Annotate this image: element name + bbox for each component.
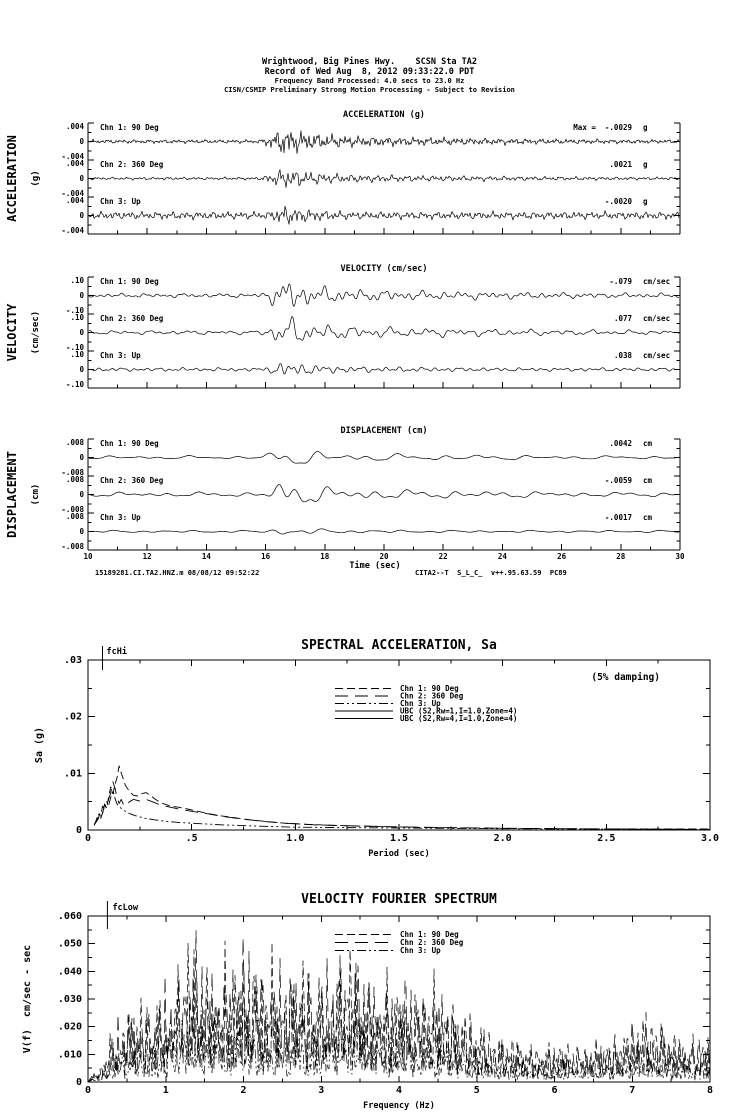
time-axis-displacement (88, 544, 680, 550)
sa-ytick-label: .02 (63, 711, 82, 723)
fourier-frame (88, 916, 710, 1082)
ytick-zero: 0 (79, 328, 84, 337)
fourier-xtick-label: 8 (706, 1085, 714, 1096)
sa-damping-note: (5% damping) (591, 672, 660, 683)
channel-label: Chn 2: 360 Deg (100, 314, 164, 323)
peak-unit: cm (643, 513, 653, 522)
ytick-zero: 0 (79, 211, 84, 220)
y-axis-left-displacement-ch2 (88, 476, 94, 513)
channel-label: Chn 3: Up (100, 351, 141, 360)
trace-acceleration-ch1 (89, 131, 679, 154)
footer-record-id: 15189281.CI.TA2.HNZ.m 08/08/12 09:52:22 (95, 569, 260, 577)
sa-ticks (88, 660, 710, 830)
channel-label: Chn 2: 360 Deg (100, 476, 164, 485)
channel-label: Chn 3: Up (100, 513, 141, 522)
header-disclaimer-line: CISN/CSMIP Preliminary Strong Motion Processing - Subject to Revision (224, 85, 515, 94)
fourier-yaxis-title: V(f) cm/sec - sec (22, 944, 33, 1054)
time-tick-label: 18 (320, 552, 330, 561)
y-axis-left-velocity-ch1 (88, 277, 94, 314)
peak-value: .0021 (609, 160, 632, 169)
trace-velocity-ch3 (89, 364, 679, 374)
peak-value: .077 (613, 314, 632, 323)
sa-legend-label: Chn 3: Up (400, 699, 441, 708)
time-tick-label: 10 (83, 552, 93, 561)
fourier-ytick-label: .040 (57, 966, 82, 978)
ytick-zero: 0 (79, 174, 84, 183)
ytick-top: .10 (70, 313, 84, 322)
peak-unit: g (643, 197, 648, 206)
peak-value: -.0020 (604, 197, 632, 206)
sa-xtick-label: .5 (185, 833, 198, 844)
fourier-xtick-label: 6 (551, 1085, 558, 1096)
fourier-title: VELOCITY FOURIER SPECTRUM (301, 892, 497, 907)
fourier-fclow-label: fcLow (112, 903, 139, 913)
sa-curve-ch2 (94, 782, 710, 830)
time-axis-acceleration (88, 228, 680, 234)
trace-acceleration-ch3 (89, 206, 679, 224)
ytick-bottom: -.008 (61, 505, 84, 514)
sa-ytick-label: 0 (75, 825, 82, 836)
fourier-ytick-label: .020 (57, 1021, 82, 1033)
fourier-curve-ch2 (88, 931, 710, 1082)
peak-unit: cm/sec (643, 277, 671, 286)
sa-xtick-label: 0 (84, 833, 92, 844)
ytick-bottom: -.004 (61, 226, 84, 235)
ytick-zero: 0 (79, 291, 84, 300)
time-tick-label: 14 (201, 552, 211, 561)
time-tick-label: 26 (557, 552, 567, 561)
trace-displacement-ch3 (89, 529, 679, 534)
ytick-top: .004 (65, 196, 84, 205)
ytick-top: .004 (65, 159, 84, 168)
ytick-zero: 0 (79, 365, 84, 374)
fourier-ytick-label: .030 (57, 994, 82, 1005)
header-band-line: Frequency Band Processed: 4.0 secs to 23.0 Hz (274, 77, 465, 85)
sa-frame (88, 660, 710, 830)
sa-fchi-label: fcHi (106, 647, 127, 657)
peak-unit: cm/sec (643, 351, 671, 360)
peak-unit: g (643, 123, 648, 132)
ytick-zero: 0 (79, 527, 84, 536)
sa-legend-label: Chn 2: 360 Deg (400, 691, 464, 701)
trace-displacement-ch2 (89, 485, 679, 502)
time-tick-label: 16 (261, 552, 271, 561)
y-axis-right-acceleration-ch2 (674, 160, 680, 197)
sa-ytick-label: .01 (63, 768, 82, 780)
trace-velocity-ch1 (89, 284, 679, 307)
ytick-zero: 0 (79, 490, 84, 499)
sa-xtick-label: 2.5 (597, 833, 616, 844)
ytick-top: .008 (65, 512, 84, 521)
peak-unit: cm/sec (643, 314, 671, 323)
time-axis-velocity (88, 382, 680, 388)
side-label-displacement: DISPLACEMENT (5, 451, 19, 538)
trace-acceleration-ch2 (89, 170, 679, 188)
y-axis-left-acceleration-ch2 (88, 160, 94, 197)
y-axis-left-displacement-ch1 (88, 439, 94, 476)
peak-unit: cm (643, 476, 653, 485)
sa-ytick-label: .03 (63, 655, 82, 666)
ytick-top: .10 (70, 276, 84, 285)
time-tick-label: 22 (438, 552, 448, 561)
fourier-ytick-label: .060 (57, 911, 82, 922)
panel-title-displacement: DISPLACEMENT (cm) (340, 426, 428, 436)
sa-curve-ch1 (94, 766, 710, 829)
panel-title-velocity: VELOCITY (cm/sec) (340, 264, 428, 274)
ytick-bottom: -.10 (65, 306, 84, 315)
sa-xtick-label: 2.0 (493, 833, 512, 844)
sa-legend-label: UBC (S2,Rw=4,I=1.0,Zone=4) (400, 714, 518, 723)
fourier-ticks (88, 916, 710, 1082)
header-station-line: Wrightwood, Big Pines Hwy. SCSN Sta TA2 (262, 57, 477, 67)
peak-value: -.0017 (604, 513, 632, 522)
ytick-zero: 0 (79, 137, 84, 146)
ytick-top: .004 (65, 122, 84, 131)
fourier-ytick-label: .010 (57, 1049, 82, 1061)
sa-curve-ch3 (94, 790, 710, 829)
fourier-xtick-label: 1 (162, 1085, 169, 1096)
header-record-line: Record of Wed Aug 8, 2012 09:33:22.0 PDT (264, 66, 475, 77)
peak-value: -.079 (609, 277, 632, 286)
sa-legend-label: Chn 1: 90 Deg (400, 684, 459, 693)
time-tick-label: 28 (616, 552, 626, 561)
channel-label: Chn 1: 90 Deg (100, 439, 159, 448)
trace-displacement-ch1 (89, 452, 679, 464)
peak-value: Max = -.0029 (573, 123, 632, 132)
fourier-curve-ch1 (88, 941, 710, 1081)
footer-processing-id: CITA2--T S_L_C_ v++.95.63.59 PC89 (415, 569, 567, 577)
sa-yaxis-title: Sa (g) (34, 726, 45, 764)
fourier-ytick-label: .050 (57, 938, 82, 950)
peak-value: -.0059 (604, 476, 632, 485)
peak-value: .038 (613, 351, 632, 360)
channel-label: Chn 3: Up (100, 197, 141, 206)
fourier-ytick-label: 0 (75, 1077, 82, 1088)
y-axis-right-displacement-ch3 (674, 513, 680, 550)
side-label-acceleration: ACCELERATION (5, 135, 19, 222)
side-label-velocity: VELOCITY (5, 303, 19, 362)
fourier-xtick-label: 7 (629, 1085, 636, 1096)
time-tick-label: 24 (497, 552, 507, 561)
fourier-xtick-label: 5 (473, 1085, 480, 1096)
fourier-xtick-label: 3 (318, 1085, 325, 1096)
sa-title: SPECTRAL ACCELERATION, Sa (301, 638, 497, 653)
time-tick-label: 30 (675, 552, 685, 561)
sa-xaxis-title: Period (sec) (368, 849, 430, 859)
fourier-xtick-label: 0 (84, 1085, 92, 1096)
sa-xtick-label: 3.0 (700, 833, 720, 844)
channel-label: Chn 1: 90 Deg (100, 277, 159, 286)
fourier-xaxis-title: Frequency (Hz) (363, 1101, 435, 1111)
ytick-bottom: -.10 (65, 380, 84, 389)
channel-label: Chn 2: 360 Deg (100, 160, 164, 169)
ytick-bottom: -.004 (61, 152, 84, 161)
sa-xtick-label: 1.0 (286, 833, 305, 844)
peak-unit: cm (643, 439, 653, 448)
sa-xtick-label: 1.5 (389, 833, 409, 844)
ytick-zero: 0 (79, 453, 84, 462)
peak-unit: g (643, 160, 648, 169)
fourier-legend-label: Chn 1: 90 Deg (400, 930, 459, 939)
sa-legend-label: UBC (S2,Rw=1,I=1.0,Zone=4) (400, 706, 518, 716)
side-unit-velocity: (cm/sec) (31, 310, 41, 355)
fourier-legend-label: Chn 2: 360 Deg (400, 938, 464, 947)
fourier-xtick-label: 4 (395, 1085, 403, 1096)
time-tick-label: 12 (142, 552, 152, 561)
channel-label: Chn 1: 90 Deg (100, 123, 159, 132)
ytick-bottom: -.008 (61, 468, 84, 477)
ytick-top: .008 (65, 438, 84, 447)
ytick-bottom: -.008 (61, 542, 84, 551)
peak-value: .0042 (609, 439, 632, 448)
time-axis-title: Time (sec) (349, 561, 401, 571)
panel-title-acceleration: ACCELERATION (g) (343, 110, 425, 120)
ytick-bottom: -.004 (61, 189, 84, 198)
side-unit-acceleration: (g) (31, 170, 41, 187)
trace-velocity-ch2 (89, 316, 679, 340)
ytick-top: .10 (70, 350, 84, 359)
fourier-xtick-label: 2 (240, 1085, 247, 1096)
ytick-bottom: -.10 (65, 343, 84, 352)
side-unit-displacement: (cm) (31, 483, 41, 506)
time-tick-label: 20 (379, 552, 389, 561)
fourier-legend-label: Chn 3: Up (400, 946, 441, 955)
ytick-top: .008 (65, 475, 84, 484)
